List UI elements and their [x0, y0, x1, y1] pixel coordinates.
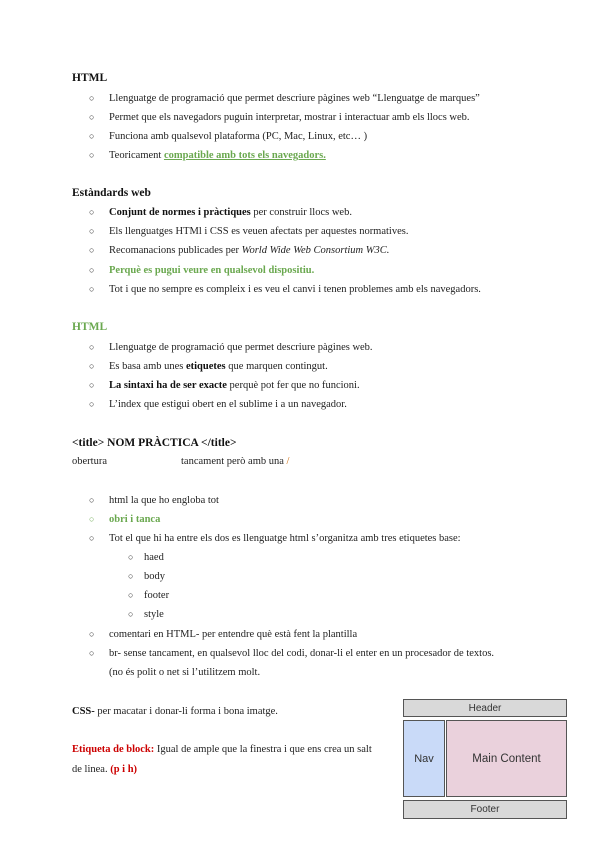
bullet-icon: ○ — [89, 629, 95, 639]
bullet-icon: ○ — [128, 552, 134, 562]
bullet-icon: ○ — [128, 590, 134, 600]
closing-label: tancament però amb una / — [181, 456, 290, 467]
title-tag-line: <title> NOM PRÀCTICA </title> — [72, 437, 237, 449]
diagram-header: Header — [403, 699, 567, 717]
bullet-icon: ○ — [89, 93, 95, 103]
compatibility-link[interactable]: compatible amb tots els navegadors. — [163, 150, 326, 161]
bullet-icon: ○ — [89, 361, 95, 371]
css-line: CSS- per macatar i donar-li forma i bona imatge. — [72, 706, 278, 717]
section-title-html-2: HTML — [72, 321, 108, 333]
bullet-icon: ○ — [89, 131, 95, 141]
bullet-icon: ○ — [89, 150, 95, 160]
diagram-main-content: Main Content — [446, 720, 567, 797]
bullet-icon: ○ — [89, 207, 95, 217]
diagram-footer: Footer — [403, 800, 567, 819]
bullet-icon: ○ — [89, 533, 95, 543]
bullet-icon: ○ — [89, 226, 95, 236]
bullet-icon: ○ — [89, 495, 95, 505]
opening-label: obertura — [72, 456, 107, 467]
diagram-nav: Nav — [403, 720, 445, 797]
bullet-icon: ○ — [128, 609, 134, 619]
layout-diagram — [403, 699, 567, 819]
section-title-html: HTML — [72, 72, 108, 84]
bullet-icon: ○ — [128, 571, 134, 581]
bullet-icon: ○ — [89, 514, 95, 524]
section-title-standards: Estàndards web — [72, 187, 151, 199]
bullet-icon: ○ — [89, 342, 95, 352]
block-tag-line: Etiqueta de block: Igual de ample que la finestra i que ens crea un salt — [72, 744, 372, 755]
bullet-icon: ○ — [89, 648, 95, 658]
bullet-icon: ○ — [89, 112, 95, 122]
bullet-icon: ○ — [89, 380, 95, 390]
bullet-icon: ○ — [89, 265, 95, 275]
bullet-icon: ○ — [89, 245, 95, 255]
list-item-continuation: (no és polit o net si l’utilitzem molt. — [109, 667, 261, 678]
bullet-icon: ○ — [89, 284, 95, 294]
block-tag-line-2: de linea. (p i h) — [72, 764, 138, 775]
bullet-icon: ○ — [89, 399, 95, 409]
document-page: HTML ○ Llenguatge de programació que permet descriure pàgines web “Llenguatge de marques” ○ Permet que els navegadors puguin interpretar, mostrar i interactuar amb els llocs web. ○ Funciona amb qualsevol plataforma (PC, Mac, Linux, etc… ) ○ Teoricament compatible amb tots els navegadors. Estàndards web ○ Conjunt de normes i pràctiques per construir llocs web. ○ Els llenguatges HTMl i CSS es veuen afectats per aquestes normatives. ○ Recomanacions publicades per World Wide Web Consortium W3C. ○ Perquè es pugui veure en qualsevol dispositiu. ○ Tot i que no sempre es compleix i es veu el canvi i tenen problemes amb els navegadors. HTML ○ Llenguatge de programació que permet descriure pàgines web. ○ Es basa amb unes etiquetes que marquen contingut. ○ La sintaxi ha de ser exacte perquè pot fer que no funcioni. ○ L’index que estigui obert en el sublime i a un navegador. <title> NOM PRÀCTICA </title> obertura tancament però amb una / ○ html la que ho engloba tot ○ obri i tanca ○ Tot el que hi ha entre els dos es llenguatge html s’organitza amb tres etiquetes base: ○ haed ○ body ○ footer ○ style ○ comentari en HTML- per entendre què està fent la plantilla ○ br- sense tancament, en qualsevol lloc del codi, donar-li el enter en un procesador de textos. (no és polit o net si l’utilitzem molt. CSS- per macatar i donar-li forma i bona imatge. Etiqueta de block: Igual de ample que la finestra i que ens crea un salt de linea. (p i h) Header Nav Main Content Footer — [0, 0, 600, 848]
